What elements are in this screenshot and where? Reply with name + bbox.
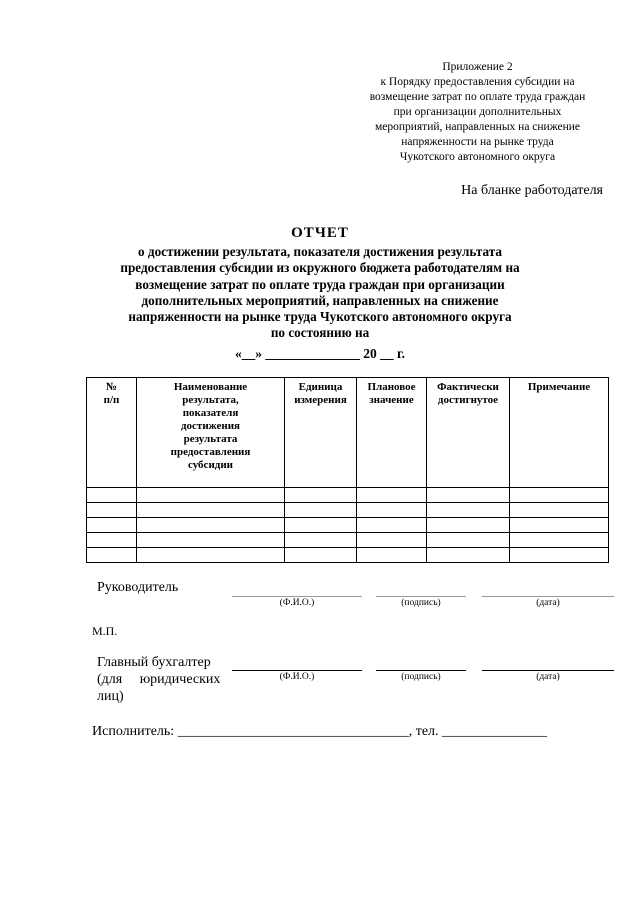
header-name: Наименование результата, показателя достижения результата предоставления субсидии bbox=[137, 378, 285, 488]
executor-line: Исполнитель: _________________________________, тел. _______________ bbox=[92, 724, 548, 739]
caption-signature: (подпись) bbox=[401, 598, 441, 608]
report-date-line: «__» ______________ 20 __ г. bbox=[235, 346, 405, 361]
table-cell bbox=[87, 533, 137, 548]
table-cell bbox=[357, 533, 427, 548]
subtitle-line: по состоянию на bbox=[270, 325, 370, 341]
director-date-line bbox=[482, 596, 614, 597]
table-cell bbox=[137, 488, 285, 503]
table-cell bbox=[427, 503, 510, 518]
table-cell bbox=[87, 503, 137, 518]
table-cell bbox=[510, 548, 609, 563]
table-cell bbox=[137, 533, 285, 548]
chief-accountant-label: Главный бухгалтер (для юридических лиц) bbox=[97, 655, 221, 704]
report-title: ОТЧЕТ bbox=[291, 225, 349, 241]
report-table bbox=[86, 377, 609, 563]
appendix-line: возмещение затрат по оплате труда граждан bbox=[369, 91, 586, 103]
appendix-line: к Порядку предоставления субсидии на bbox=[380, 76, 575, 88]
table-cell bbox=[427, 518, 510, 533]
table-cell bbox=[510, 503, 609, 518]
table-header-row bbox=[87, 378, 609, 488]
appendix-line: Чукотского автономного округа bbox=[399, 151, 556, 163]
table-cell bbox=[87, 488, 137, 503]
caption-fio: (Ф.И.О.) bbox=[279, 672, 315, 682]
header-planned: Плановое значение bbox=[357, 378, 427, 488]
table-cell bbox=[357, 518, 427, 533]
header-unit: Единица измерения bbox=[285, 378, 357, 488]
header-number: № п/п bbox=[87, 378, 137, 488]
appendix-line: напряженности на рынке труда bbox=[401, 136, 554, 148]
table-cell bbox=[87, 518, 137, 533]
caption-date: (дата) bbox=[536, 672, 560, 682]
appendix-line: мероприятий, направленных на снижение bbox=[374, 121, 581, 133]
header-note: Примечание bbox=[510, 378, 609, 488]
table-cell bbox=[427, 488, 510, 503]
accountant-name-line bbox=[232, 670, 362, 671]
director-signature-line bbox=[376, 596, 466, 597]
table-cell bbox=[285, 488, 357, 503]
subtitle-line: предоставления субсидии из окружного бюджета работодателям на bbox=[120, 260, 520, 276]
caption-signature: (подпись) bbox=[401, 672, 441, 682]
table-cell bbox=[357, 548, 427, 563]
table-cell bbox=[285, 548, 357, 563]
table-cell bbox=[285, 533, 357, 548]
table-cell bbox=[137, 548, 285, 563]
caption-date: (дата) bbox=[536, 598, 560, 608]
appendix-line: Приложение 2 bbox=[442, 61, 513, 73]
table-cell bbox=[510, 518, 609, 533]
table-cell bbox=[510, 533, 609, 548]
table-row bbox=[87, 503, 609, 518]
subtitle-line: о достижении результата, показателя достижения результата bbox=[138, 244, 502, 259]
stamp-label: М.П. bbox=[92, 624, 118, 638]
table-row bbox=[87, 488, 609, 503]
subtitle-line: напряженности на рынке труда Чукотского автономного округа bbox=[128, 309, 512, 325]
table-cell bbox=[427, 548, 510, 563]
subtitle-line: возмещение затрат по оплате труда граждан при организации bbox=[135, 276, 505, 292]
table-row bbox=[87, 533, 609, 548]
table-row bbox=[87, 518, 609, 533]
table-cell bbox=[357, 488, 427, 503]
director-label: Руководитель bbox=[97, 580, 179, 595]
appendix-line: при организации дополнительных bbox=[393, 106, 562, 118]
table-cell bbox=[87, 548, 137, 563]
table-cell bbox=[357, 503, 427, 518]
appendix-reference bbox=[350, 60, 605, 165]
table-row bbox=[87, 548, 609, 563]
table-cell bbox=[427, 533, 510, 548]
table-cell bbox=[137, 518, 285, 533]
table-cell bbox=[137, 503, 285, 518]
subtitle-line: дополнительных мероприятий, направленных на снижение bbox=[141, 292, 499, 308]
accountant-date-line bbox=[482, 670, 614, 671]
table-cell bbox=[285, 503, 357, 518]
accountant-signature-line bbox=[376, 670, 466, 671]
report-subtitle bbox=[110, 244, 530, 342]
header-actual: Фактически достигнутое bbox=[427, 378, 510, 488]
table-cell bbox=[285, 518, 357, 533]
table-cell bbox=[510, 488, 609, 503]
caption-fio: (Ф.И.О.) bbox=[279, 598, 315, 608]
director-name-line bbox=[232, 596, 362, 597]
letterhead-note: На бланке работодателя bbox=[461, 183, 603, 198]
